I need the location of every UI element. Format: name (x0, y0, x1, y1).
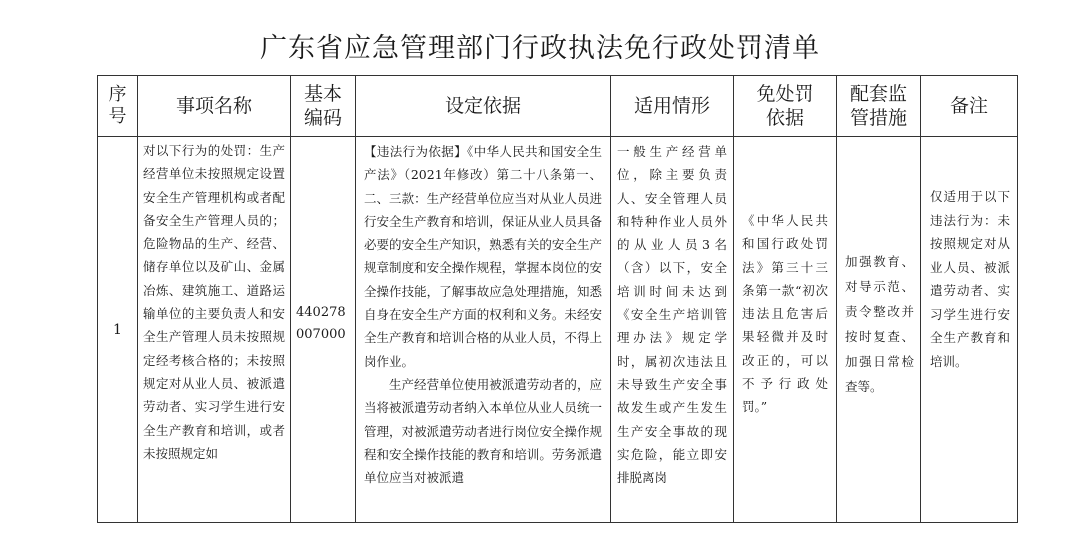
row-name: 对以下行为的处罚：生产经营单位未按照规定设置安全生产管理机构或者配备安全生产管理人员的；危险物品的生产、经营、储存单位以及矿山、金属冶炼、建筑施工、道路运输单位的主要负责人和安全生产管理人员未按照规定经考核合格的；未按照规定对从业人员、被派遣劳动者、实习学生进行安全生产教育和培训，或者未按照规定如 (143, 143, 285, 461)
penalty-exemption-table (97, 75, 1018, 523)
row-remarks-cell (921, 137, 1018, 523)
page-title: 广东省应急管理部门行政执法免行政处罚清单 (260, 33, 820, 64)
header-seq: 序号 (98, 76, 138, 137)
header-basis: 设定依据 (356, 76, 611, 137)
row-code: 440278007000 (296, 305, 346, 342)
header-exempt-basis: 免处罚依据 (734, 76, 837, 137)
row-remarks: 仅适用于以下违法行为：未按照规定对从业人员、被派遣劳动者、实习学生进行安全生产教育和培训。 (930, 189, 1010, 369)
row-code-cell (291, 137, 356, 523)
header-measures: 配套监管措施 (837, 76, 921, 137)
row-measures: 加强教育、对导示范、责令整改并按时复查、加强日常检查等。 (845, 254, 914, 394)
table-header-row (98, 76, 1018, 137)
header-code: 基本编码 (291, 76, 356, 137)
header-name: 事项名称 (138, 76, 291, 137)
row-basis-cell (356, 137, 611, 523)
header-remarks: 备注 (921, 76, 1018, 137)
row-scope: 一般生产经营单位，除主要负责人、安全管理人员和特种作业人员外的从业人员3名（含）以下，安全培训时间未达到《安全生产培训管理办法》规定学时，属初次违法且未导致生产安全事故发生或产生发生生产安全事故的现实危险，能立即安排脱离岗 (617, 144, 727, 486)
basis-paragraph-1: 【违法行为依据】《中华人民共和国安全生产法》（2021年修改）第二十八条第一、二、三款：生产经营单位应当对从业人员进行安全生产教育和培训，保证从业人员具备必要的安全生产知识，熟悉有关的安全生产规章制度和安全操作规程，掌握本岗位的安全操作技能，了解事故应急处理措施，知悉自身在安全生产方面的权利和义务。未经安全生产教育和培训合格的从业人员，不得上岗作业。 (364, 144, 602, 369)
header-scope: 适用情形 (611, 76, 734, 137)
row-measures-cell (837, 137, 921, 523)
row-name-cell (138, 137, 291, 523)
row-exempt-basis: 《中华人民共和国行政处罚法》第三十三条第一款“初次违法且危害后果轻微并及时改正的，可以不予行政处罚。” (742, 213, 828, 415)
row-seq: 1 (98, 137, 138, 523)
row-exempt-basis-cell (734, 137, 837, 523)
table-row (98, 137, 1018, 523)
row-basis (356, 137, 610, 522)
row-scope-cell (611, 137, 734, 523)
basis-paragraph-2: 生产经营单位使用被派遣劳动者的，应当将被派遣劳动者纳入本单位从业人员统一管理，对被派遣劳动者进行岗位安全操作规程和安全操作技能的教育和培训。劳务派遣单位应当对被派遣 (364, 376, 602, 486)
